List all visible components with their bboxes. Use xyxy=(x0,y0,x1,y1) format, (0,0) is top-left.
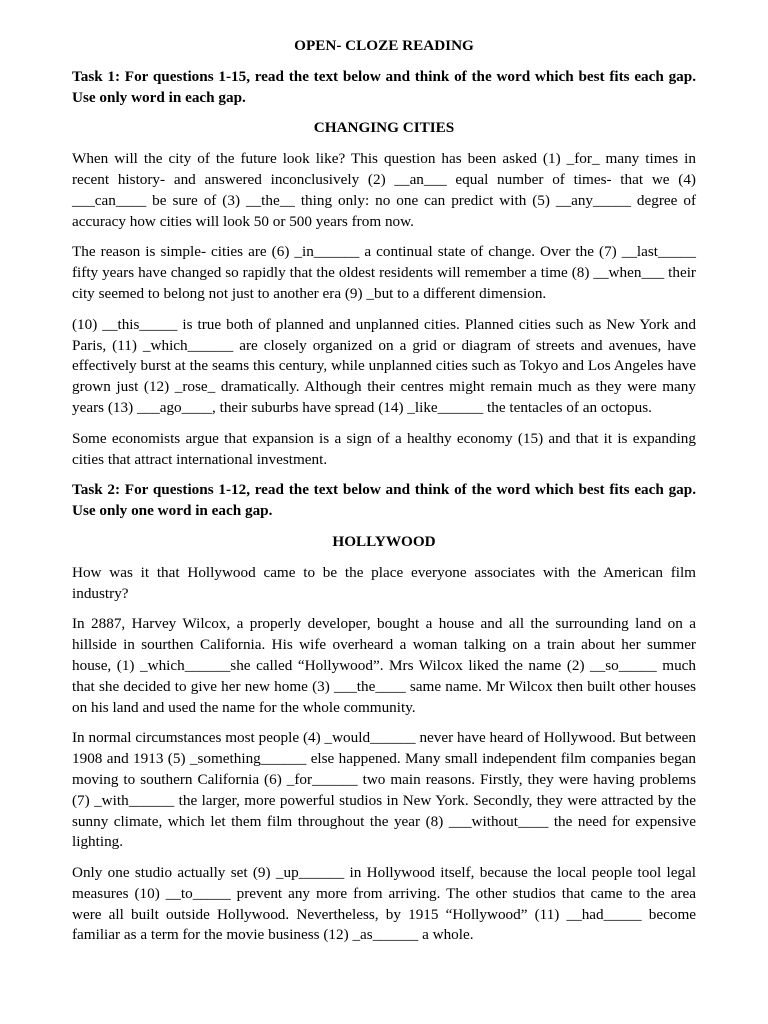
task1-paragraph-1: When will the city of the future look like? This question has been asked (1) _for_ many times in recent history- and answered inconclusively (2) __an___ equal number of times- that we (4) ___can____ be sure of (3) __the__ thing only: no one can predict with (5) __any_____ degree of accuracy how cities will look 50 or 500 years from now. xyxy=(72,150,696,230)
task1-paragraph-4: Some economists argue that expansion is a sign of a healthy economy (15) and that it is expanding cities that attract international investment. xyxy=(72,429,696,468)
task2-paragraph-3: In normal circumstances most people (4) _would______ never have heard of Hollywood. But between 1908 and 1913 (5) _something______ else happened. Many small independent film companies began moving to southern California (6) _for______ two main reasons. Firstly, they were having problems (7) _with______ the larger, more powerful studios in New York. Secondly, they were attracted by the sunny climate, which let them film throughout the year (8) ___without____ the need for expensive lighting. xyxy=(72,729,696,851)
task2-title: HOLLYWOOD xyxy=(332,532,436,550)
task2-paragraph-4: Only one studio actually set (9) _up______ in Hollywood itself, because the local people tool legal measures (10) __to_____ prevent any more from arriving. The other studios that came to the area were all built outside Hollywood. Nevertheless, by 1915 “Hollywood” (11) __had_____ become familiar as a term for the movie business (12) _as______ a whole. xyxy=(72,864,696,944)
task2-paragraph-1: How was it that Hollywood came to be the place everyone associates with the American film industry? xyxy=(72,563,696,602)
task2-instruction: Task 2: For questions 1-12, read the text below and think of the word which best fits each gap. Use only one word in each gap. xyxy=(72,481,696,520)
task1-paragraph-3: (10) __this_____ is true both of planned and unplanned cities. Planned cities such as New York and Paris, (11) _which______ are closely organized on a grid or diagram of streets and avenues, have effectively burst at the seams this century, while unplanned cities such as Tokyo and Los Angeles have grown just (12) _rose_ dramatically. Although their centres might remain much as they were many years (13) ___ago____, their suburbs have spread (14) _like______ the tentacles of an octopus. xyxy=(72,315,696,416)
task1-paragraph-2: The reason is simple- cities are (6) _in______ a continual state of change. Over the (7) __last_____ fifty years have changed so rapidly that the oldest residents will remember a time (8) __when___ their city seemed to belong not just to another era (9) _but to a different dimension. xyxy=(72,243,696,302)
task1-title: CHANGING CITIES xyxy=(313,119,455,137)
task2-paragraph-2: In 2887, Harvey Wilcox, a properly developer, bought a house and all the surrounding land on a hillside in sourthen California. His wife overheard a woman talking on a train about her summer house, (1) _which______she called “Hollywood”. Mrs Wilcox liked the name (2) __so_____ much that she decided to give her new home (3) ___the____ same name. Mr Wilcox then built other houses on his land and used the name for the whole community. xyxy=(72,615,696,716)
document-heading: OPEN- CLOZE READING xyxy=(294,37,474,54)
task1-instruction: Task 1: For questions 1-15, read the text below and think of the word which best fits each gap. Use only word in each gap. xyxy=(72,67,696,106)
